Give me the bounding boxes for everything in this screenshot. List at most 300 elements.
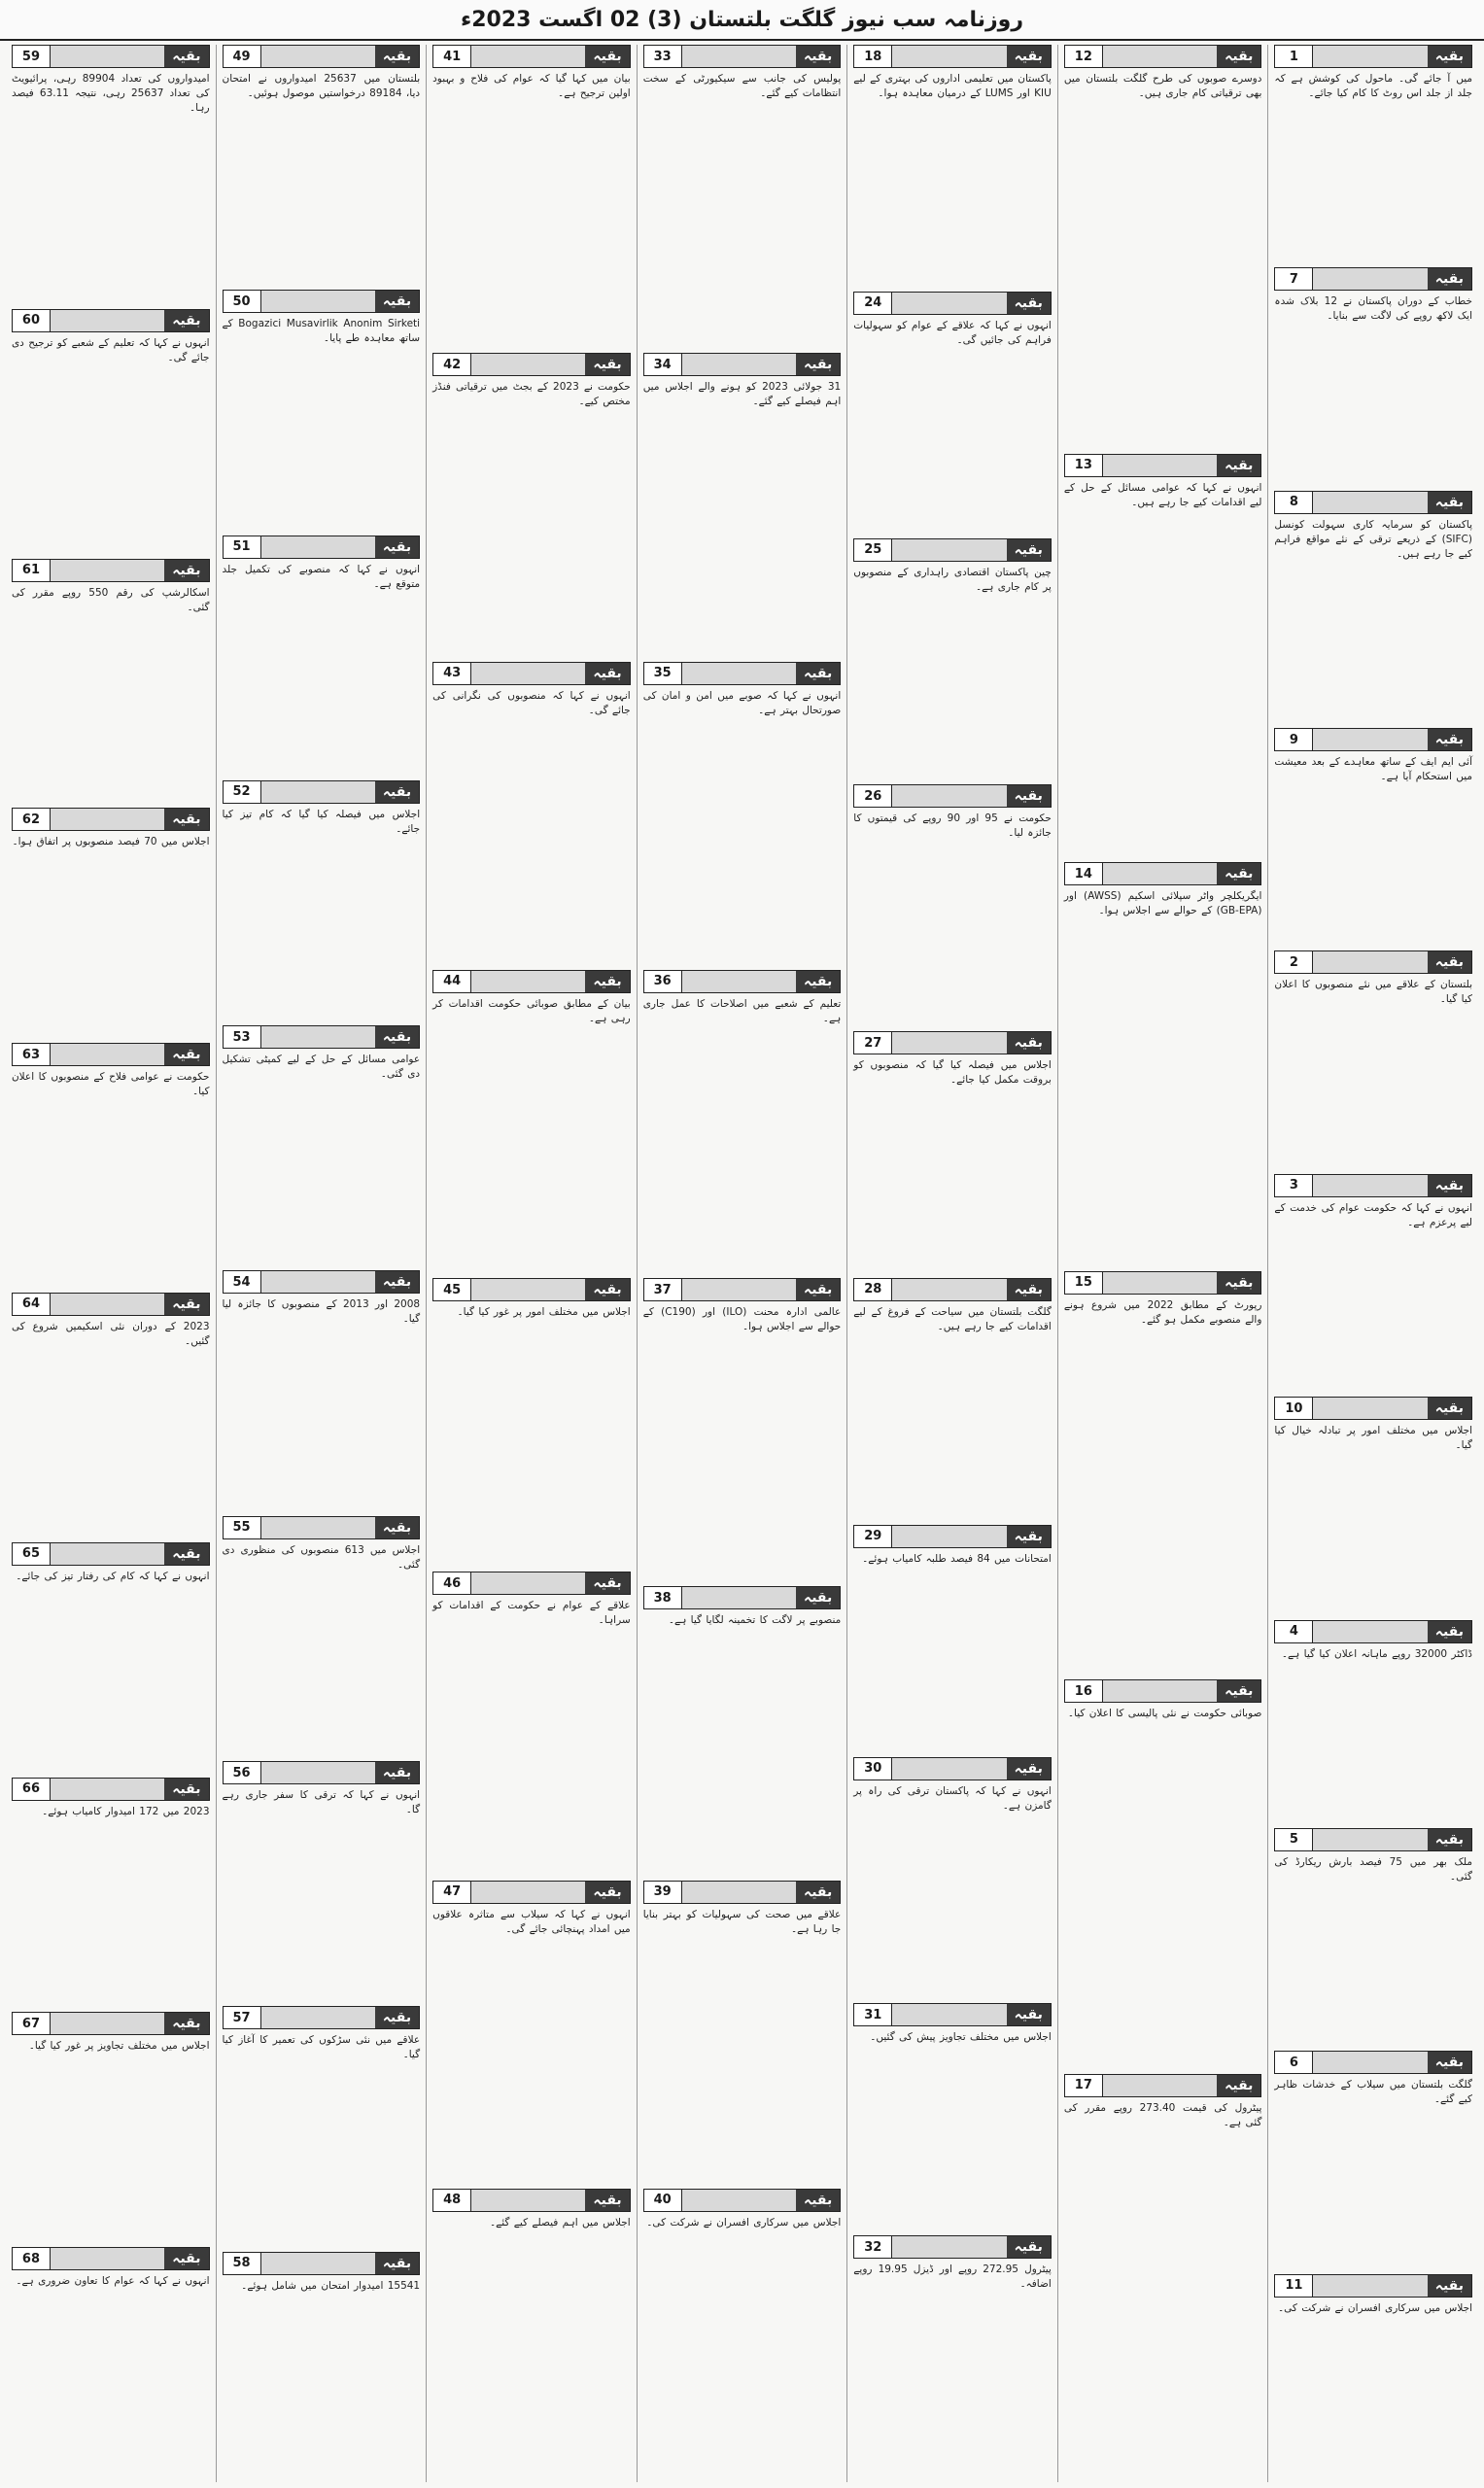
continuation-badge [12,309,210,332]
article-text: انہوں نے کہا کہ منصوبوں کی نگرانی کی جائے گی۔ [432,689,631,716]
continuation-number: 53 [224,1026,261,1048]
continued-article [432,2189,631,2230]
continuation-number: 4 [1275,1621,1313,1642]
continuation-badge [853,784,1052,808]
continuation-badge [12,45,210,68]
article-text: انہوں نے کہا کہ پاکستان ترقی کی راہ پر گامزن ہے۔ [853,1784,1052,1812]
article-text: ملک بھر میں 75 فیصد بارش ریکارڈ کی گئی۔ [1274,1855,1473,1883]
continuation-label: بقیہ [1007,539,1051,561]
continuation-number: 60 [13,310,51,331]
continuation-number: 47 [433,1882,471,1903]
continuation-label: بقیہ [1007,1032,1051,1054]
continuation-number: 16 [1065,1680,1103,1702]
continuation-badge [12,1542,210,1566]
continued-article [223,780,421,837]
article-text: 15541 امیدوار امتحان میں شامل ہوئے۔ [241,2279,421,2292]
badge-divider [892,1279,1006,1300]
continuation-label: بقیہ [585,354,629,375]
continued-article [853,1525,1052,1567]
continuation-badge [1064,2074,1262,2097]
continuation-label: بقیہ [1217,46,1260,67]
article-text: اجلاس میں سرکاری افسران نے شرکت کی۔ [1278,2301,1472,2314]
continuation-badge [853,538,1052,562]
badge-divider [892,1526,1006,1547]
continuation-badge [12,808,210,831]
continuation-badge [12,559,210,582]
continuation-badge [1274,728,1472,751]
continuation-badge [12,1778,210,1801]
continuation-badge [223,2006,421,2029]
continuation-badge [1064,45,1262,68]
continued-article [12,1043,210,1099]
article-text: Bogazici Musavirlik Anonim Sirketi کے ساتھ معاہدہ طے پایا۔ [222,318,421,345]
continuation-label: بقیہ [375,2007,419,2028]
article-text: گلگت بلتستان میں سیلاب کے خدشات ظاہر کیے گئے۔ [1274,2079,1472,2106]
continuation-number: 62 [13,809,51,830]
article-text: بلتستان میں 25637 امیدواروں نے امتحان دیا، 89184 درخواستیں موصول ہوئیں۔ [222,73,421,99]
continuation-label: بقیہ [164,2248,208,2269]
continued-article [1274,1620,1472,1662]
continued-article [12,559,210,615]
badge-divider [682,1587,796,1608]
continued-article [223,536,421,592]
badge-divider [892,785,1006,807]
continued-article [1274,2274,1472,2316]
continued-article [432,662,631,718]
continuation-label: بقیہ [164,1044,208,1065]
continued-article [223,2252,421,2294]
article-text: پولیس کی جانب سے سیکیورٹی کے سخت انتظامات کیے گئے۔ [642,73,842,99]
continuation-number: 7 [1275,268,1313,290]
article-text: پاکستان کو سرمایہ کاری سہولت کونسل (SIFC) کے ذریعے ترقی کے نئے مواقع فراہم کیے جا رہے ہیں۔ [1274,518,1472,560]
continued-article [643,1881,842,1937]
continued-article [12,45,210,116]
continuation-badge [643,1881,842,1904]
article-text: ایگریکلچر واٹر سپلائی اسکیم (AWSS) اور (GB-EPA) کے حوالے سے اجلاس ہوا۔ [1063,890,1262,916]
article-text: میں آ جائے گی۔ ماحول کی کوشش ہے کہ جلد از جلد اس روٹ کا کام کیا جائے۔ [1274,73,1472,99]
continued-article [853,1031,1052,1088]
continued-article [432,970,631,1026]
badge-divider [261,1517,375,1538]
continuation-number: 36 [644,971,682,992]
continued-article [1064,2074,1262,2130]
continuation-number: 3 [1275,1175,1313,1196]
badge-divider [1313,729,1427,750]
badge-divider [471,354,585,375]
badge-divider [892,1758,1006,1780]
continued-article [432,1881,631,1937]
continuation-number: 2 [1275,951,1313,973]
continued-article [853,2235,1052,2292]
continuation-number: 49 [224,46,261,67]
badge-divider [1103,863,1217,884]
badge-divider [261,1271,375,1293]
badge-divider [261,1026,375,1048]
badge-divider [682,1279,796,1300]
column-5 [426,45,637,2482]
badge-divider [51,310,164,331]
article-text: حکومت نے عوامی فلاح کے منصوبوں کا اعلان کیا۔ [11,1071,210,1098]
article-text: اجلاس میں مختلف تجاویز پر غور کیا گیا۔ [28,2040,210,2053]
continuation-number: 40 [644,2190,682,2211]
badge-divider [682,354,796,375]
continuation-label: بقیہ [796,1279,840,1300]
badge-divider [892,2004,1006,2025]
continuation-label: بقیہ [1217,455,1260,476]
continuation-badge [12,2247,210,2270]
continuation-number: 33 [644,46,682,67]
continuation-badge [432,1881,631,1904]
continuation-label: بقیہ [1007,1758,1051,1780]
badge-divider [51,1779,164,1800]
article-text: اجلاس میں 70 فیصد منصوبوں پر اتفاق ہوا۔ [12,836,210,848]
article-text: امیدواروں کی تعداد 89904 رہی، پرائیویٹ کی تعداد 25637 رہی، نتیجہ 63.11 فیصد رہا۔ [11,73,210,114]
continued-article [643,2189,842,2230]
continuation-number: 56 [224,1762,261,1783]
article-text: اجلاس میں فیصلہ کیا گیا کہ منصوبوں کو بروقت مکمل کیا جائے۔ [853,1059,1052,1087]
article-text: تعلیم کے شعبے میں اصلاحات کا عمل جاری ہے۔ [642,997,842,1024]
continued-article [853,2003,1052,2045]
continuation-badge [1064,1679,1262,1703]
article-text: علاقے کے عوام نے حکومت کے اقدامات کو سراہا۔ [432,1600,631,1627]
continued-article [853,1278,1052,1334]
continuation-number: 5 [1275,1829,1313,1850]
badge-divider [682,46,796,67]
continuation-label: بقیہ [164,1779,208,1800]
continuation-number: 11 [1275,2275,1313,2297]
continuation-label: بقیہ [375,1517,419,1538]
continued-article [643,970,842,1026]
continued-article [853,784,1052,841]
badge-divider [892,539,1006,561]
article-text: اجلاس میں مختلف امور پر تبادلہ خیال کیا گیا۔ [1274,1425,1472,1452]
continuation-number: 28 [854,1279,892,1300]
continuation-label: بقیہ [375,2253,419,2274]
article-text: آئی ایم ایف کے ساتھ معاہدے کے بعد معیشت میں استحکام آیا ہے۔ [1274,756,1472,783]
article-text: بیان کے مطابق صوبائی حکومت اقدامات کر رہی ہے۔ [432,997,631,1024]
continuation-label: بقیہ [1428,951,1471,973]
continuation-number: 46 [433,1572,471,1594]
continuation-number: 14 [1065,863,1103,884]
column-2 [1057,45,1268,2482]
article-text: حکومت نے 2023 کے بجٹ میں ترقیاتی فنڈز مختص کیے۔ [432,381,631,408]
article-text: انہوں نے کہا کہ کام کی رفتار تیز کی جائے۔ [16,1570,210,1582]
continuation-label: بقیہ [585,663,629,684]
continuation-badge [1274,1620,1472,1643]
badge-divider [51,2248,164,2269]
continued-article [643,1586,842,1628]
continuation-label: بقیہ [1007,46,1051,67]
badge-divider [892,293,1006,314]
column-3 [846,45,1057,2482]
continuation-number: 10 [1275,1398,1313,1419]
continuation-badge [643,662,842,685]
badge-divider [1103,46,1217,67]
continuation-number: 64 [13,1294,51,1315]
article-text: دوسرے صوبوں کی طرح گلگت بلتستان میں بھی ترقیاتی کام جاری ہیں۔ [1063,73,1262,99]
continuation-number: 12 [1065,46,1103,67]
continuation-badge [1064,1271,1262,1295]
continuation-label: بقیہ [1428,492,1471,513]
continued-article [223,1025,421,1082]
article-text: پاکستان میں تعلیمی اداروں کی بہتری کے لیے KIU اور LUMS کے درمیان معاہدہ ہوا۔ [853,73,1052,99]
continuation-label: بقیہ [1428,729,1471,750]
continuation-badge [1274,2051,1472,2074]
continuation-label: بقیہ [796,663,840,684]
continued-article [432,353,631,409]
continuation-badge [1274,1174,1472,1197]
badge-divider [261,291,375,312]
article-text: اجلاس میں مختلف تجاویز پیش کی گئیں۔ [870,2031,1052,2044]
continuation-number: 66 [13,1779,51,1800]
badge-divider [51,809,164,830]
continued-article [1274,1397,1472,1453]
continuation-badge [853,2235,1052,2259]
continuation-number: 63 [13,1044,51,1065]
continuation-label: بقیہ [1007,1526,1051,1547]
badge-divider [1313,492,1427,513]
badge-divider [51,2013,164,2034]
article-text: عوامی مسائل کے حل کے لیے کمیٹی تشکیل دی گئی۔ [222,1054,421,1081]
article-text: 2023 کے دوران نئی اسکیمیں شروع کی گئیں۔ [11,1320,210,1347]
article-text: بیان میں کہا گیا کہ عوام کی فلاح و بہبود اولین ترجیح ہے۔ [432,73,631,99]
continuation-badge [643,45,842,68]
continuation-number: 48 [433,2190,471,2211]
continuation-number: 6 [1275,2052,1313,2073]
column-1 [1267,45,1478,2482]
badge-divider [1103,1272,1217,1294]
continuation-badge [643,2189,842,2212]
continued-article [12,2247,210,2289]
continued-article [12,1293,210,1349]
continued-article [1274,728,1472,784]
continuation-number: 26 [854,785,892,807]
continuation-badge [1274,45,1472,68]
continuation-badge [223,290,421,313]
continuation-badge [432,2189,631,2212]
continuation-number: 68 [13,2248,51,2269]
article-text: پیٹرول کی قیمت 273.40 روپے مقرر کی گئی ہے۔ [1063,2101,1262,2128]
article-text: گلگت بلتستان میں سیاحت کے فروغ کے لیے اقدامات کیے جا رہے ہیں۔ [853,1305,1052,1332]
badge-divider [471,971,585,992]
continuation-badge [1274,2274,1472,2298]
continuation-label: بقیہ [164,560,208,581]
continuation-label: بقیہ [1428,2275,1471,2297]
continuation-label: بقیہ [1428,1175,1471,1196]
continuation-number: 35 [644,663,682,684]
badge-divider [471,1279,585,1300]
continuation-number: 52 [224,781,261,803]
article-text: 31 جولائی 2023 کو ہونے والے اجلاس میں اہم فیصلے کیے گئے۔ [642,381,842,408]
continuation-number: 31 [854,2004,892,2025]
article-text: انہوں نے کہا کہ تعلیم کے شعبے کو ترجیح دی جائے گی۔ [11,336,210,363]
continuation-number: 54 [224,1271,261,1293]
article-text: انہوں نے کہا کہ صوبے میں امن و امان کی صورتحال بہتر ہے۔ [642,689,842,716]
article-text: بلتستان کے علاقے میں نئے منصوبوں کا اعلان کیا گیا۔ [1274,979,1472,1006]
continuation-number: 51 [224,536,261,558]
column-7 [6,45,216,2482]
article-text: صوبائی حکومت نے نئی پالیسی کا اعلان کیا۔ [1067,1708,1262,1719]
continued-article [223,1270,421,1327]
article-text: اجلاس میں 613 منصوبوں کی منظوری دی گئی۔ [222,1543,421,1571]
continuation-number: 32 [854,2236,892,2258]
continuation-label: بقیہ [1428,2052,1471,2073]
badge-divider [1103,455,1217,476]
badge-divider [261,781,375,803]
continuation-label: بقیہ [1217,863,1260,884]
continued-article [853,292,1052,348]
continued-article [1274,491,1472,562]
continuation-badge [223,780,421,804]
continuation-number: 50 [224,291,261,312]
article-text: حکومت نے 95 اور 90 روپے کی قیمتوں کا جائزہ لیا۔ [853,812,1052,840]
continuation-badge [1274,950,1472,974]
continuation-number: 18 [854,46,892,67]
article-text: علاقے میں صحت کی سہولیات کو بہتر بنایا جا رہا ہے۔ [642,1908,842,1935]
continuation-label: بقیہ [796,971,840,992]
badge-divider [682,2190,796,2211]
continuation-label: بقیہ [164,1543,208,1565]
article-text: اجلاس میں اہم فیصلے کیے گئے۔ [489,2216,631,2229]
continuation-badge [853,292,1052,315]
continuation-label: بقیہ [164,46,208,67]
continuation-number: 1 [1275,46,1313,67]
continued-article [432,1278,631,1320]
masthead-title: روزنامہ سب نیوز گلگت بلتستان (3) 02 اگست 2023ء [461,7,1023,32]
continuation-number: 55 [224,1517,261,1538]
article-text: اجلاس میں سرکاری افسران نے شرکت کی۔ [646,2216,842,2229]
article-text: امتحانات میں 84 فیصد طلبہ کامیاب ہوئے۔ [862,1552,1052,1565]
continued-article [12,1542,210,1584]
badge-divider [261,2007,375,2028]
badge-divider [51,560,164,581]
continuation-badge [643,1586,842,1609]
continuation-number: 45 [433,1279,471,1300]
continuation-badge [432,353,631,376]
continued-article [1064,454,1262,510]
continued-article [1274,2051,1472,2107]
article-text: خطاب کے دوران پاکستان نے 12 بلاک شدہ ایک لاکھ روپے کی لاگت سے بنایا۔ [1274,295,1472,323]
continued-article [223,1761,421,1817]
continuation-label: بقیہ [796,46,840,67]
badge-divider [261,1762,375,1783]
continuation-label: بقیہ [796,1882,840,1903]
continued-article [1274,1828,1472,1884]
article-text: انہوں نے کہا کہ حکومت عوام کی خدمت کے لیے پرعزم ہے۔ [1274,1201,1472,1228]
continuation-badge [1274,491,1472,514]
continued-article [12,1778,210,1819]
continuation-number: 27 [854,1032,892,1054]
continuation-badge [1274,267,1472,291]
continuation-label: بقیہ [1217,1272,1260,1294]
continued-article [1064,1271,1262,1328]
badge-divider [1313,268,1427,290]
article-text: اجلاس میں مختلف امور پر غور کیا گیا۔ [457,1306,631,1318]
continuation-label: بقیہ [585,2190,629,2211]
continuation-badge [853,1757,1052,1780]
continuation-number: 9 [1275,729,1313,750]
continuation-badge [853,45,1052,68]
continuation-number: 59 [13,46,51,67]
continuation-badge [223,1516,421,1539]
continued-article [853,45,1052,101]
continuation-label: بقیہ [375,781,419,803]
continuation-number: 42 [433,354,471,375]
continuation-label: بقیہ [1428,46,1471,67]
continuation-number: 39 [644,1882,682,1903]
badge-divider [1313,1175,1427,1196]
continuation-label: بقیہ [1007,1279,1051,1300]
continued-article [223,2006,421,2062]
column-4 [637,45,847,2482]
badge-divider [1313,46,1427,67]
continued-article [12,2012,210,2054]
continuation-number: 29 [854,1526,892,1547]
badge-divider [682,1882,796,1903]
continuation-label: بقیہ [164,310,208,331]
badge-divider [1313,951,1427,973]
continuation-label: بقیہ [796,354,840,375]
continuation-label: بقیہ [164,1294,208,1315]
continuation-label: بقیہ [1428,1398,1471,1419]
badge-divider [682,663,796,684]
continuation-label: بقیہ [164,809,208,830]
continuation-label: بقیہ [1007,2236,1051,2258]
badge-divider [471,46,585,67]
badge-divider [471,1572,585,1594]
continued-article [643,45,842,101]
continuation-badge [12,2012,210,2035]
continuation-number: 38 [644,1587,682,1608]
continuation-number: 43 [433,663,471,684]
continuation-number: 44 [433,971,471,992]
article-text: عالمی ادارہ محنت (ILO) اور (C190) کے حوالے سے اجلاس ہوا۔ [642,1306,842,1332]
continued-article [12,309,210,365]
continuation-number: 58 [224,2253,261,2274]
continuation-badge [1274,1828,1472,1851]
badge-divider [1313,1829,1427,1850]
continuation-badge [853,2003,1052,2026]
article-text: اجلاس میں فیصلہ کیا گیا کہ کام تیز کیا جائے۔ [222,808,421,835]
continued-article [1064,1679,1262,1721]
continuation-badge [853,1278,1052,1301]
badge-divider [892,1032,1006,1054]
continued-article [643,1278,842,1334]
continued-article [432,1572,631,1628]
continued-article [1274,267,1472,324]
article-text: انہوں نے کہا کہ سیلاب سے متاثرہ علاقوں میں امداد پہنچائی جائے گی۔ [432,1908,631,1935]
continuation-badge [223,1270,421,1294]
continuation-label: بقیہ [375,291,419,312]
continuation-badge [432,1572,631,1595]
continuation-label: بقیہ [585,971,629,992]
article-text: انہوں نے کہا کہ منصوبے کی تکمیل جلد متوقع ہے۔ [222,563,421,590]
continuation-badge [432,662,631,685]
continuation-badge [853,1031,1052,1054]
article-text: پیٹرول 272.95 روپے اور ڈیزل 19.95 روپے اضافہ۔ [853,2263,1052,2291]
continuation-label: بقیہ [796,2190,840,2211]
continuation-label: بقیہ [1428,1621,1471,1642]
continued-article [643,353,842,409]
badge-divider [892,2236,1006,2258]
continuation-label: بقیہ [585,46,629,67]
continuation-label: بقیہ [1007,293,1051,314]
continuation-badge [223,1025,421,1049]
badge-divider [471,663,585,684]
badge-divider [51,1294,164,1315]
article-text: رپورٹ کے مطابق 2022 میں شروع ہونے والے منصوبے مکمل ہو گئے۔ [1063,1298,1262,1326]
continuation-badge [1274,1397,1472,1420]
